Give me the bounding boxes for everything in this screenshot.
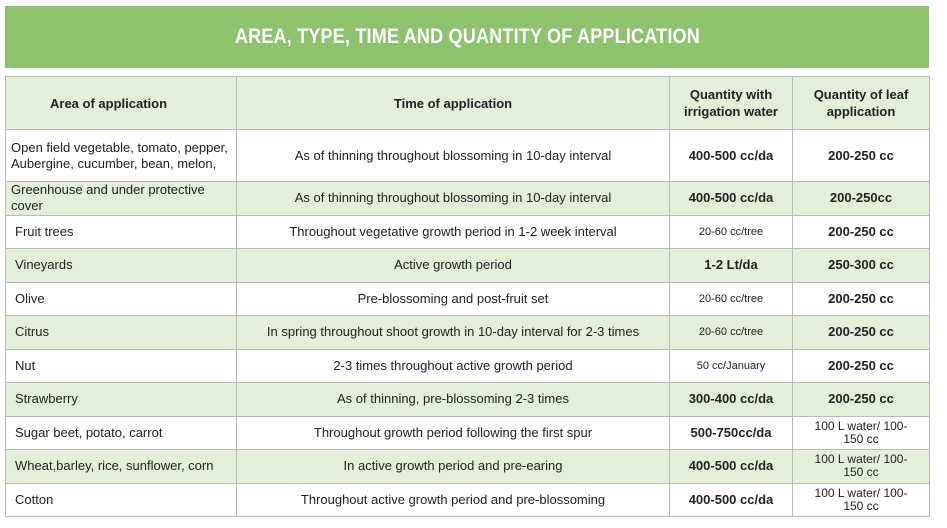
leaf-cell: 100 L water/ 100-150 cc xyxy=(793,416,930,450)
area-cell: Vineyards xyxy=(6,249,237,283)
table-row xyxy=(6,383,930,417)
leaf-cell: 200-250 cc xyxy=(793,130,930,182)
leaf-cell: 250-300 cc xyxy=(793,249,930,283)
area-cell: Nut xyxy=(6,349,237,383)
table-row xyxy=(6,249,930,283)
time-cell: In spring throughout shoot growth in 10-day interval for 2-3 times xyxy=(237,316,670,350)
area-cell: Fruit trees xyxy=(6,215,237,249)
title-banner xyxy=(5,6,929,68)
leaf-cell: 100 L water/ 100-150 cc xyxy=(793,483,930,517)
irrigation-cell: 400-500 cc/da xyxy=(670,130,793,182)
time-cell: Throughout active growth period and pre-blossoming xyxy=(237,483,670,517)
leaf-cell: 200-250 cc xyxy=(793,282,930,316)
header-time: Time of application xyxy=(237,77,670,130)
time-cell: 2-3 times throughout active growth period xyxy=(237,349,670,383)
table-row xyxy=(6,316,930,350)
leaf-cell: 200-250 cc xyxy=(793,383,930,417)
irrigation-cell: 300-400 cc/da xyxy=(670,383,793,417)
time-cell: Active growth period xyxy=(237,249,670,283)
table-row xyxy=(6,215,930,249)
time-cell: As of thinning, pre-blossoming 2-3 times xyxy=(237,383,670,417)
leaf-cell: 200-250 cc xyxy=(793,316,930,350)
time-cell: As of thinning throughout blossoming in 10-day interval xyxy=(237,182,670,216)
area-cell: Wheat,barley, rice, sunflower, corn xyxy=(6,450,237,484)
area-cell: Strawberry xyxy=(6,383,237,417)
irrigation-cell: 20-60 cc/tree xyxy=(670,316,793,350)
area-cell: Citrus xyxy=(6,316,237,350)
irrigation-cell: 20-60 cc/tree xyxy=(670,282,793,316)
irrigation-cell: 500-750cc/da xyxy=(670,416,793,450)
time-cell: Throughout vegetative growth period in 1-2 week interval xyxy=(237,215,670,249)
leaf-cell: 200-250 cc xyxy=(793,349,930,383)
table-row xyxy=(6,282,930,316)
leaf-cell: 100 L water/ 100-150 cc xyxy=(793,450,930,484)
table-row xyxy=(6,349,930,383)
area-cell: Open field vegetable, tomato, pepper, Aubergine, cucumber, bean, melon, xyxy=(6,130,237,182)
irrigation-cell: 1-2 Lt/da xyxy=(670,249,793,283)
time-cell: In active growth period and pre-earing xyxy=(237,450,670,484)
time-cell: Pre-blossoming and post-fruit set xyxy=(237,282,670,316)
leaf-cell: 200-250cc xyxy=(793,182,930,216)
irrigation-cell: 50 cc/January xyxy=(670,349,793,383)
irrigation-cell: 20-60 cc/tree xyxy=(670,215,793,249)
table-row xyxy=(6,416,930,450)
area-cell: Cotton xyxy=(6,483,237,517)
table-row xyxy=(6,483,930,517)
area-cell: Olive xyxy=(6,282,237,316)
area-cell: Sugar beet, potato, carrot xyxy=(6,416,237,450)
table-row xyxy=(6,182,930,216)
header-row xyxy=(6,77,930,130)
table-row xyxy=(6,130,930,182)
page-title: AREA, TYPE, TIME AND QUANTITY OF APPLICATION xyxy=(234,25,700,48)
application-table xyxy=(5,76,930,517)
header-irrigation: Quantity with irrigation water xyxy=(670,77,793,130)
irrigation-cell: 400-500 cc/da xyxy=(670,182,793,216)
leaf-cell: 200-250 cc xyxy=(793,215,930,249)
area-cell: Greenhouse and under protective cover xyxy=(6,182,237,216)
header-leaf: Quantity of leaf application xyxy=(793,77,930,130)
table-row xyxy=(6,450,930,484)
time-cell: Throughout growth period following the first spur xyxy=(237,416,670,450)
header-area: Area of application xyxy=(6,77,237,130)
irrigation-cell: 400-500 cc/da xyxy=(670,450,793,484)
irrigation-cell: 400-500 cc/da xyxy=(670,483,793,517)
time-cell: As of thinning throughout blossoming in 10-day interval xyxy=(237,130,670,182)
